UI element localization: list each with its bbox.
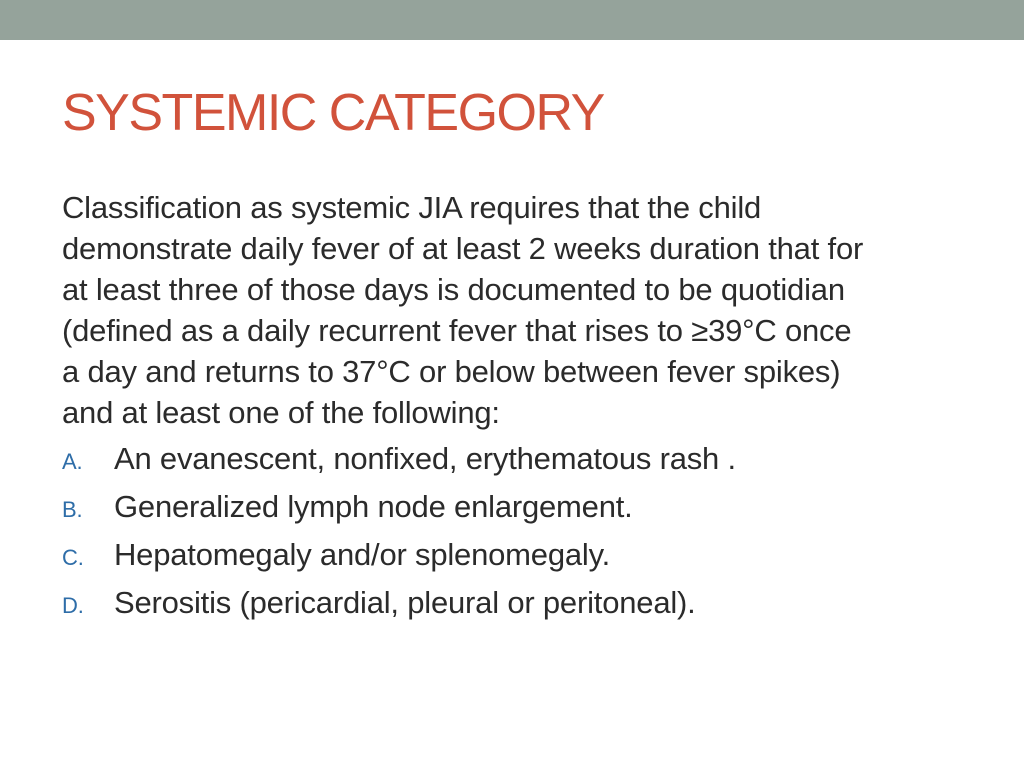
criteria-list [62, 441, 982, 633]
intro-line: at least three of those days is documented to be quotidian [62, 272, 845, 307]
list-marker: B. [62, 497, 83, 522]
slide-body [62, 187, 982, 633]
criteria-text: Generalized lymph node enlargement. [114, 489, 633, 524]
intro-paragraph [62, 187, 982, 433]
list-marker: D. [62, 593, 84, 618]
list-marker: A. [62, 449, 83, 474]
intro-line: (defined as a daily recurrent fever that rises to ≥39°C once [62, 313, 852, 348]
intro-line: Classification as systemic JIA requires that the child [62, 190, 762, 225]
list-marker: C. [62, 545, 84, 570]
criteria-item-serositis [62, 585, 982, 633]
criteria-text: An evanescent, nonfixed, erythematous rash . [114, 441, 736, 476]
slide-title: SYSTEMIC CATEGORY [62, 84, 604, 142]
criteria-item-hepatomegaly [62, 537, 982, 585]
intro-line: and at least one of the following: [62, 395, 500, 430]
criteria-item-lymph-node [62, 489, 982, 537]
criteria-text: Serositis (pericardial, pleural or peritoneal). [114, 585, 696, 620]
criteria-text: Hepatomegaly and/or splenomegaly. [114, 537, 611, 572]
top-decorative-band [0, 0, 1024, 40]
intro-line: demonstrate daily fever of at least 2 weeks duration that for [62, 231, 864, 266]
intro-line: a day and returns to 37°C or below between fever spikes) [62, 354, 841, 389]
criteria-item-rash [62, 441, 982, 489]
